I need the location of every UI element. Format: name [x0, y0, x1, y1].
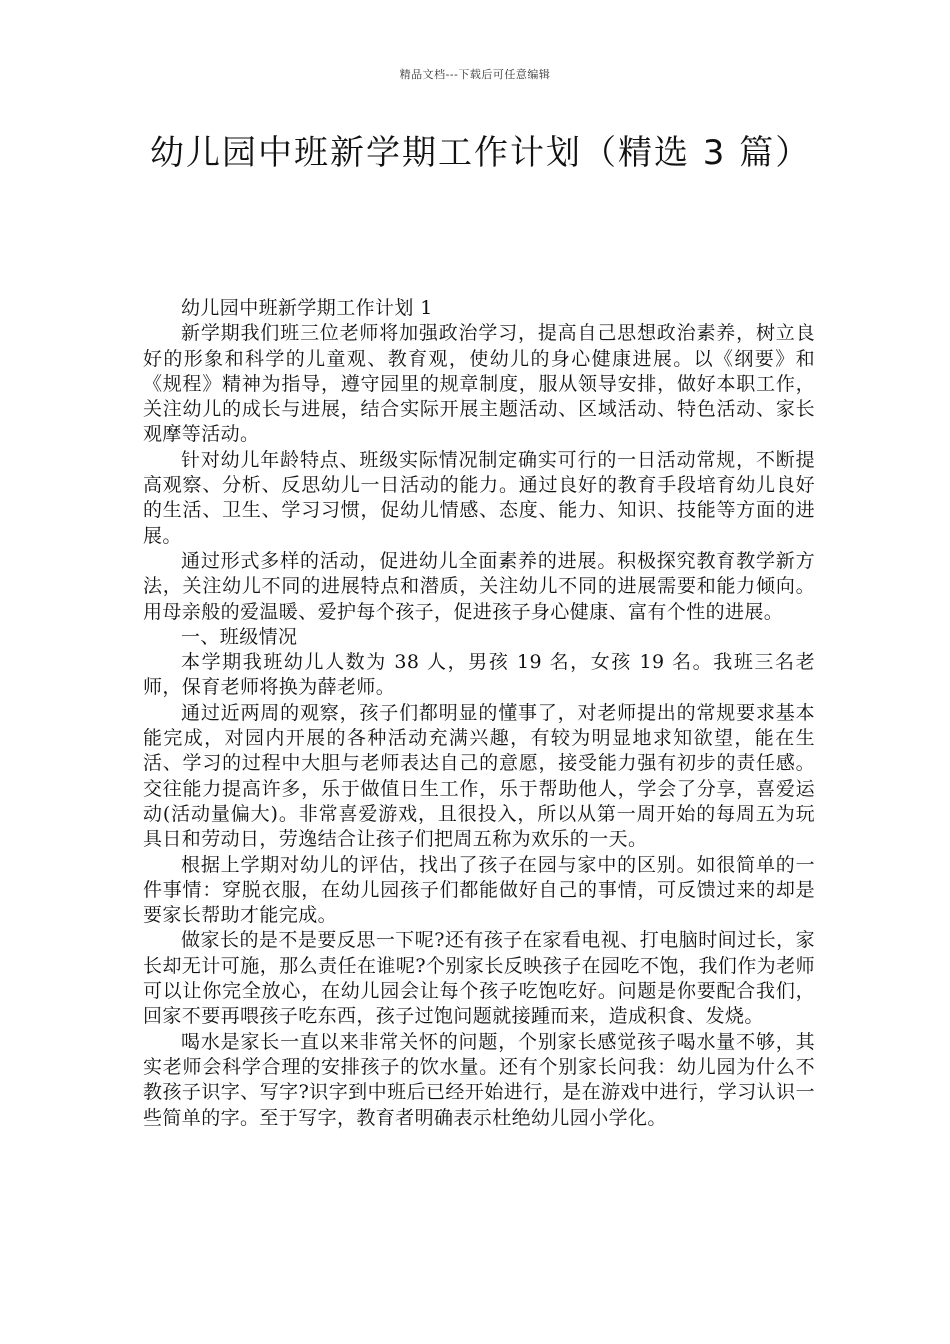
section-heading: 一、班级情况 [181, 625, 298, 648]
paragraph: 喝水是家长一直以来非常关怀的问题，个别家长感觉孩子喝水量不够，其实老师会科学合理的安排孩子的饮水量。还有个别家长问我：幼儿园为什么不教孩子识字、写字?识字到中班后已经开始进行，是在游戏中进行，学习认识一些简单的字。至于写字，教育者明确表示杜绝幼儿园小学化。 [143, 1030, 815, 1129]
paragraph: 通过近两周的观察，孩子们都明显的懂事了，对老师提出的常规要求基本能完成，对园内开展的各种活动充满兴趣，有较为明显地求知欲望，能在生活、学习的过程中大胆与老师表达自己的意愿，接受能力强有初步的责任感。交往能力提高许多，乐于做值日生工作，乐于帮助他人，学会了分享，喜爱运动(活动量偏大)。非常喜爱游戏，且很投入，所以从第一周开始的每周五为玩具日和劳动日，劳逸结合让孩子们把周五称为欢乐的一天。 [143, 701, 815, 851]
paragraph: 本学期我班幼儿人数为 38 人，男孩 19 名，女孩 19 名。我班三名老师，保育老师将换为薛老师。 [143, 651, 815, 699]
paragraph: 新学期我们班三位老师将加强政治学习，提高自己思想政治素养，树立良好的形象和科学的儿童观、教育观，使幼儿的身心健康进展。以《纲要》和《规程》精神为指导，遵守园里的规章制度，服从领导安排，做好本职工作，关注幼儿的成长与进展，结合实际开展主题活动、区域活动、特色活动、家长观摩等活动。 [143, 322, 815, 446]
paragraph: 做家长的是不是要反思一下呢?还有孩子在家看电视、打电脑时间过长，家长却无计可施，那么责任在谁呢?个别家长反映孩子在园吃不饱，我们作为老师可以让你完全放心，在幼儿园会让每个孩子吃饱吃好。问题是你要配合我们，回家不要再喂孩子吃东西，孩子过饱问题就接踵而来，造成积食、发烧。 [143, 929, 815, 1028]
document-body [143, 296, 815, 1131]
document-title: 幼儿园中班新学期工作计划（精选 3 篇） [150, 133, 812, 173]
header-note: 精品文档---下载后可任意编辑 [399, 68, 551, 81]
paragraph: 针对幼儿年龄特点、班级实际情况制定确实可行的一日活动常规，不断提高观察、分析、反思幼儿一日活动的能力。通过良好的教育手段培育幼儿良好的生活、卫生、学习习惯，促幼儿情感、态度、能力、知识、技能等方面的进展。 [143, 448, 815, 547]
paragraph: 根据上学期对幼儿的评估，找出了孩子在园与家中的区别。如很简单的一件事情：穿脱衣服，在幼儿园孩子们都能做好自己的事情，可反馈过来的却是要家长帮助才能完成。 [143, 853, 815, 927]
section-subtitle: 幼儿园中班新学期工作计划 1 [181, 297, 433, 319]
paragraph: 通过形式多样的活动，促进幼儿全面素养的进展。积极探究教育教学新方法，关注幼儿不同的进展特点和潜质，关注幼儿不同的进展需要和能力倾向。用母亲般的爱温暖、爱护每个孩子，促进孩子身心健康、富有个性的进展。 [143, 549, 815, 623]
